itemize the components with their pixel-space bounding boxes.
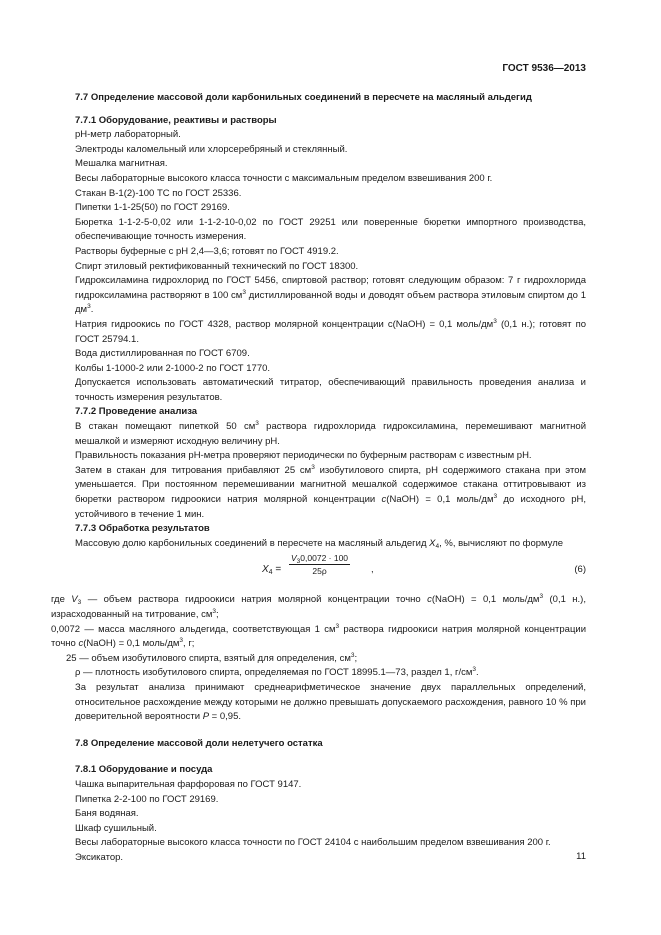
list-item: Эксикатор. [75,851,124,863]
section-7-8-title: 7.8 Определение массовой доли нелетучего остатка [75,737,323,749]
formula-6 [75,553,586,589]
paragraph: За результат анализа принимают среднеарифметическое значение двух параллельных определений, относительное расхождение между которыми не должно превышать допускаемого расхождения, равного 10 % при доверительной вероятности P = 0,95. [75,681,586,723]
where-line-v3: где $V_3$ — объем раствора гидроокиси натрия молярной концентрации точно c(NaOH) = 0,1 моль/$дм^3$ (0,1 н.), израсходованный на титрование, $см^3$; [51,593,586,620]
formula-punct: , [371,564,374,576]
where-line-00072: 0,0072 — масса масляного альдегида, соответствующая 1 $см^3$ раствора гидроокиси натрия молярной концентрации точно c(NaOH) = 0,1 моль/$дм^3$, г; [51,622,586,650]
document-body [51,91,587,866]
list-item: Допускается использовать автоматический титратор, обеспечивающий правильность проведения анализа и точность измерения результатов. [75,377,586,403]
list-item: Пипетка 2-2-100 по ГОСТ 29169. [75,793,219,805]
list-item: Растворы буферные с pH 2,4—3,6; готовят по ГОСТ 4919.2. [75,245,339,257]
list-item: Натрия гидроокись по ГОСТ 4328, раствор молярной концентрации с(NaOH) = 0,1 моль/$дм^3$ (0,1 н.); готовят по ГОСТ 25794.1. [75,317,587,345]
section-7-7-3-title: 7.7.3 Обработка результатов [75,523,210,535]
list-item: Электроды каломельный или хлорсеребряный и стеклянный. [75,143,348,155]
paragraph: В стакан помещают пипеткой 50 $см^3$ раствора гидрохлорида гидроксиламина, перемешивают магнитной мешалкой и измеряют исходную величину pH. [75,420,586,447]
section-7-7-1-title: 7.7.1 Оборудование, реактивы и растворы [75,114,277,126]
section-7-8-1-title: 7.8.1 Оборудование и посуда [75,764,213,776]
paragraph: Правильность показания pH-метра проверяют периодически по буферным растворам с известным pH. [75,450,532,462]
list-item: Баня водяная. [75,808,139,820]
list-item: Чашка выпарительная фарфоровая по ГОСТ 9147. [75,778,302,790]
list-item: Стакан В-1(2)-100 ТС по ГОСТ 25336. [75,187,242,199]
section-7-7-title: 7.7 Определение массовой доли карбонильных соединений в пересчете на масляный альдегид [75,92,532,103]
section-7-7-2-title: 7.7.2 Проведение анализа [75,406,198,418]
list-item: Бюретка 1-1-2-5-0,02 или 1-1-2-10-0,02 по ГОСТ 29251 или поверенные бюретки импортного производства, обеспечивающие точность измерения. [75,216,586,243]
formula-denominator: 25ρ [312,566,327,577]
document-header: ГОСТ 9536—2013 [502,63,586,74]
page-number: 11 [576,851,586,862]
list-item: Шкаф сушильный. [75,822,157,834]
formula-number: (6) [574,564,586,576]
list-item: Мешалка магнитная. [75,158,168,170]
where-line-25: 25 — объем изобутилового спирта, взятый для определения, $см^3$; [66,651,358,664]
list-item: Гидроксиламина гидрохлорид по ГОСТ 5456, спиртовой раствор; готовят следующим образом: 7 г гидрохлорида гидроксиламина растворяют в 100 $см^3$ дистиллированной воды и доводят объем раствора этиловым спиртом до 1 $дм^3$. [75,275,586,316]
list-item: Весы лабораторные высокого класса точности по ГОСТ 24104 с наибольшим пределом взвешивания 200 г. [75,837,551,849]
list-item: Спирт этиловый ректификованный технический по ГОСТ 18300. [75,260,359,272]
list-item: pH-метр лабораторный. [75,129,181,141]
list-item: Колбы 1-1000-2 или 2-1000-2 по ГОСТ 1770. [75,362,271,374]
formula-lhs: $X_4$ = [262,564,282,577]
list-item: Вода дистиллированная по ГОСТ 6709. [75,348,250,360]
list-item: Весы лабораторные высокого класса точности с максимальным пределом взвешивания 200 г. [75,172,493,184]
formula-numerator: $V_30,0072 \cdot 100$ [291,553,349,566]
paragraph: Затем в стакан для титрования прибавляют 25 $см^3$ изобутилового спирта, pH содержимого стакана при этом уменьшается. При постоянном перемешивании магнитной мешалкой содержимое стакана оттитровывают из бюретки раствором гидроокиси натрия молярной концентрации c(NaOH) = 0,1 моль/$дм^3$ до исходного pH, устойчивого в течение 1 мин. [75,463,587,520]
formula-fraction [289,553,350,577]
where-line-rho: ρ — плотность изобутилового спирта, определяемая по ГОСТ 18995.1—73, раздел 1, $г/см^3$. [75,666,479,679]
paragraph: Массовую долю карбонильных соединений в пересчете на масляный альдегид $X_4$, %, вычисляют по формуле [75,537,564,550]
list-item: Пипетки 1-1-25(50) по ГОСТ 29169. [75,202,230,214]
